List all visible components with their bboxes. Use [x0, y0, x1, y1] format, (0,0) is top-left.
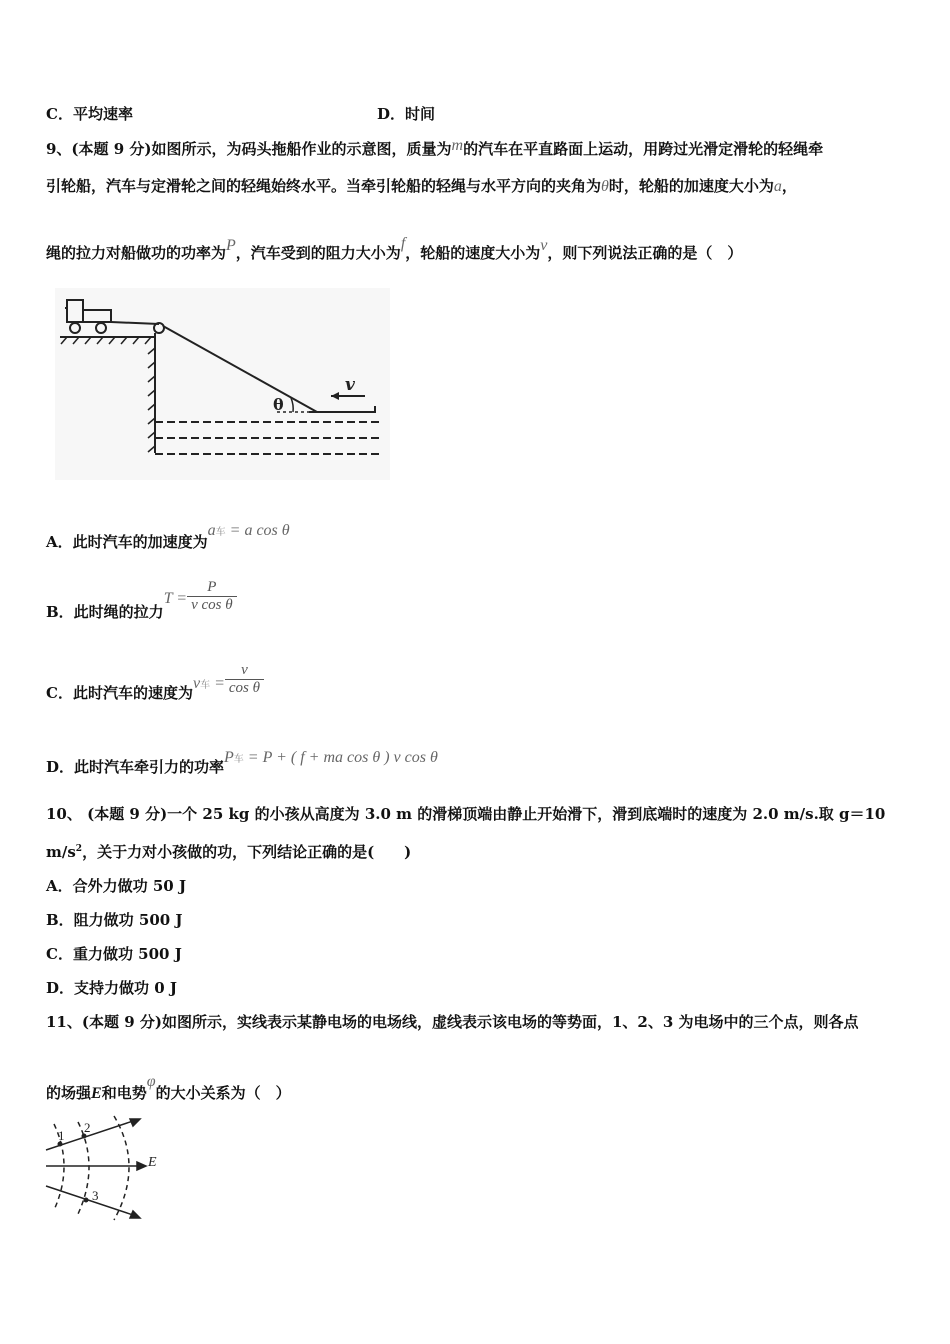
- q9-line-2: [46, 175, 797, 196]
- q10-line-1: 10、 (本题 9 分)一个 25 kg 的小孩从高度为 3.0 m 的滑梯顶端由静止开始滑下，滑到底端时的速度为 2.0 m/s.取 g＝10: [46, 805, 886, 823]
- figure-label-v: v: [345, 375, 355, 395]
- q9-sym-a: a: [773, 178, 782, 195]
- formula-d-sub: 车: [233, 754, 244, 765]
- option-d-text: D．此时汽车牵引力的功率: [46, 758, 225, 776]
- q9-option-a: [46, 522, 290, 551]
- q11-text: 和电势: [101, 1084, 147, 1102]
- label-E: E: [148, 1155, 157, 1170]
- formula-a-lhs: a: [207, 522, 216, 539]
- q11-sym-E: E: [91, 1085, 102, 1102]
- q9-text: 引轮船，汽车与定滑轮之间的轻绳始终水平。当牵引轮船的轻绳与水平方向的夹角为: [46, 177, 602, 195]
- q9-option-d: [46, 746, 438, 776]
- q10-option-c: C．重力做功 500 J: [46, 945, 182, 963]
- q9-sym-v: v: [540, 237, 548, 254]
- q9-text: ，: [781, 177, 797, 195]
- q11-text: 的场强: [46, 1084, 92, 1102]
- formula-c-lhs: v: [192, 674, 201, 692]
- q9-tugboat-diagram: [55, 288, 390, 480]
- q10-text: ，关于力对小孩做的功，下列结论正确的是( ): [82, 843, 412, 861]
- q9-option-b: [46, 575, 237, 621]
- q10-option-b: B．阻力做功 500 J: [46, 911, 183, 929]
- label-point-1: 1: [58, 1128, 65, 1143]
- point-3: [84, 1198, 89, 1203]
- q10-line-2: [46, 841, 411, 862]
- q11-field-diagram: [40, 1110, 170, 1226]
- q9-sym-f: f: [400, 235, 406, 252]
- label-point-3: 3: [92, 1188, 99, 1203]
- formula-c-sub: 车: [200, 679, 211, 691]
- q8-option-c: C．平均速率: [46, 105, 133, 123]
- q9-text: 9、(本题 9 分)如图所示，为码头拖船作业的示意图，质量为: [46, 140, 452, 158]
- q9-line-1: [46, 137, 823, 159]
- q10-option-d: D．支持力做功 0 J: [46, 979, 177, 997]
- q9-text: ，则下列说法正确的是（ ）: [547, 244, 743, 262]
- q9-text: 的汽车在平直路面上运动，用跨过光滑定滑轮的轻绳牵: [463, 140, 824, 158]
- q9-sym-P: P: [226, 237, 236, 254]
- q9-text: 时，轮船的加速度大小为: [608, 177, 774, 195]
- q11-text: 的大小关系为（ ）: [155, 1084, 291, 1102]
- q10-text: m/s: [46, 843, 76, 861]
- q9-text: ，轮船的速度大小为: [405, 244, 541, 262]
- q10-sup: 2: [75, 844, 83, 854]
- formula-c-num: v: [225, 662, 264, 680]
- formula-b-den: v cos θ: [191, 597, 233, 613]
- q9-sym-m: m: [451, 137, 464, 154]
- formula-c-eq: =: [214, 674, 225, 692]
- figure-label-theta: θ: [273, 395, 284, 414]
- q10-option-a: A．合外力做功 50 J: [46, 877, 187, 895]
- option-c-text: C．此时汽车的速度为: [46, 683, 193, 702]
- formula-b-lhs: T =: [163, 589, 188, 607]
- equipotential-lines: [54, 1116, 129, 1220]
- q8-option-d: D．时间: [377, 105, 436, 123]
- q11-line-2: [46, 1073, 291, 1103]
- formula-b-num: P: [187, 579, 237, 597]
- q9-option-c: [46, 660, 264, 702]
- formula-d-rhs: = P + ( f + ma cos θ ) v cos θ: [247, 749, 438, 766]
- q9-sym-theta: θ: [601, 178, 609, 195]
- q9-text: ，汽车受到的阻力大小为: [235, 244, 401, 262]
- formula-a-sub: 车: [215, 527, 226, 538]
- formula-d-lhs: P: [224, 749, 234, 766]
- formula-a-rhs: = a cos θ: [229, 522, 290, 539]
- option-a-text: A．此时汽车的加速度为: [46, 533, 208, 551]
- q9-line-3: [46, 235, 742, 263]
- option-b-text: B．此时绳的拉力: [46, 602, 164, 621]
- formula-c-den: cos θ: [228, 680, 260, 696]
- q11-line-1: 11、(本题 9 分)如图所示，实线表示某静电场的电场线，虚线表示该电场的等势面，1、2、3 为电场中的三个点，则各点: [46, 1013, 859, 1031]
- label-point-2: 2: [84, 1120, 91, 1135]
- q11-sym-phi: φ: [146, 1073, 156, 1090]
- q9-text: 绳的拉力对船做功的功率为: [46, 244, 227, 262]
